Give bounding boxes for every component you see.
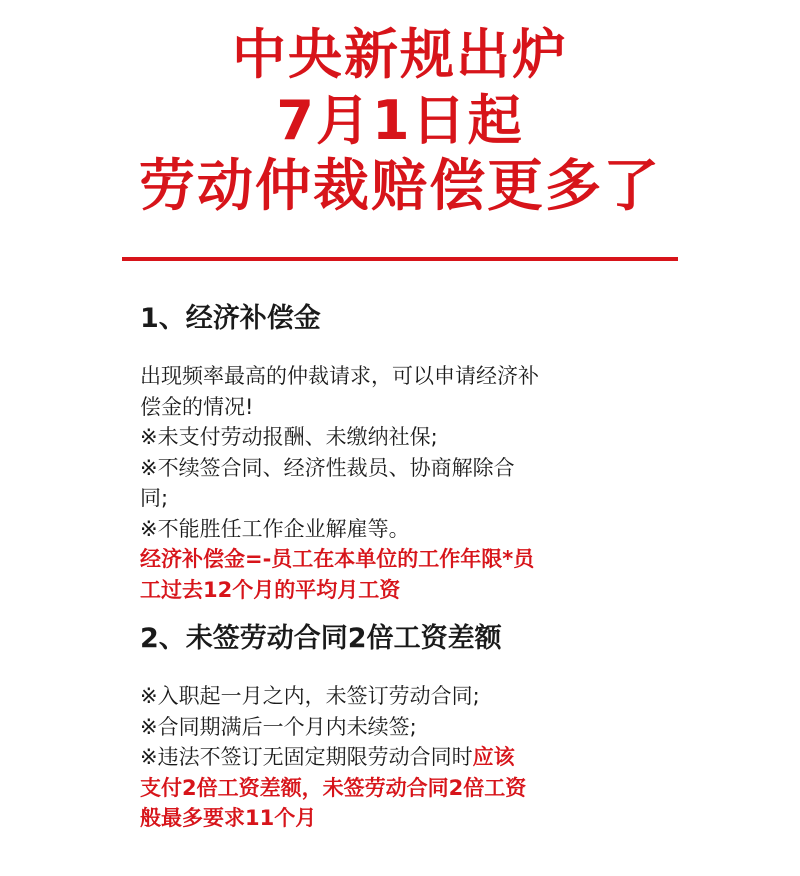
section-1-formula-a: 经济补偿金=-员工在本单位的工作年限*员 (140, 547, 535, 571)
section-1-item-3: ※不能胜任工作企业解雇等。 (140, 516, 410, 541)
title-line-1: 中央新规出炉 (232, 23, 568, 86)
title-line-2: 7月1日起 (276, 89, 524, 152)
title-block (0, 22, 800, 220)
section-2-item-3 (140, 742, 660, 773)
title-line-3: 劳动仲裁赔偿更多了 (139, 154, 661, 219)
title-divider (122, 257, 678, 261)
section-1-item-2a: ※不续签合同、经济性裁员、协商解除合 (140, 455, 515, 480)
section-2-item-1: ※入职起一月之内，未签订劳动合同; (140, 684, 480, 708)
section-2-heading: 2、未签劳动合同2倍工资差额 (140, 623, 502, 654)
section-2-red-line-2: 支付2倍工资差额，未签劳动合同2倍工资 (140, 775, 527, 800)
section-1-item-1: ※未支付劳动报酬、未缴纳社保; (140, 425, 438, 449)
section-2-item-3-plain: ※违法不签订无固定期限劳动合同时 (140, 745, 473, 769)
section-1-intro-b: 偿金的情况! (140, 394, 254, 419)
article-body (140, 285, 660, 834)
section-2-item-2: ※合同期满后一个月内未续签; (140, 714, 417, 739)
section-2-text (140, 681, 660, 834)
section-1-item-2b: 同; (140, 486, 169, 510)
section-1-heading: 1、经济补偿金 (140, 303, 321, 334)
section-2-item-3-red: 应该 (472, 745, 515, 769)
section-2-red-line-3: 般最多要求11个月 (140, 806, 317, 830)
section-1-intro-a: 出现频率最高的仲裁请求，可以申请经济补 (140, 364, 539, 388)
section-1-text (140, 361, 660, 605)
section-1-formula-b: 工过去12个月的平均月工资 (140, 577, 401, 602)
